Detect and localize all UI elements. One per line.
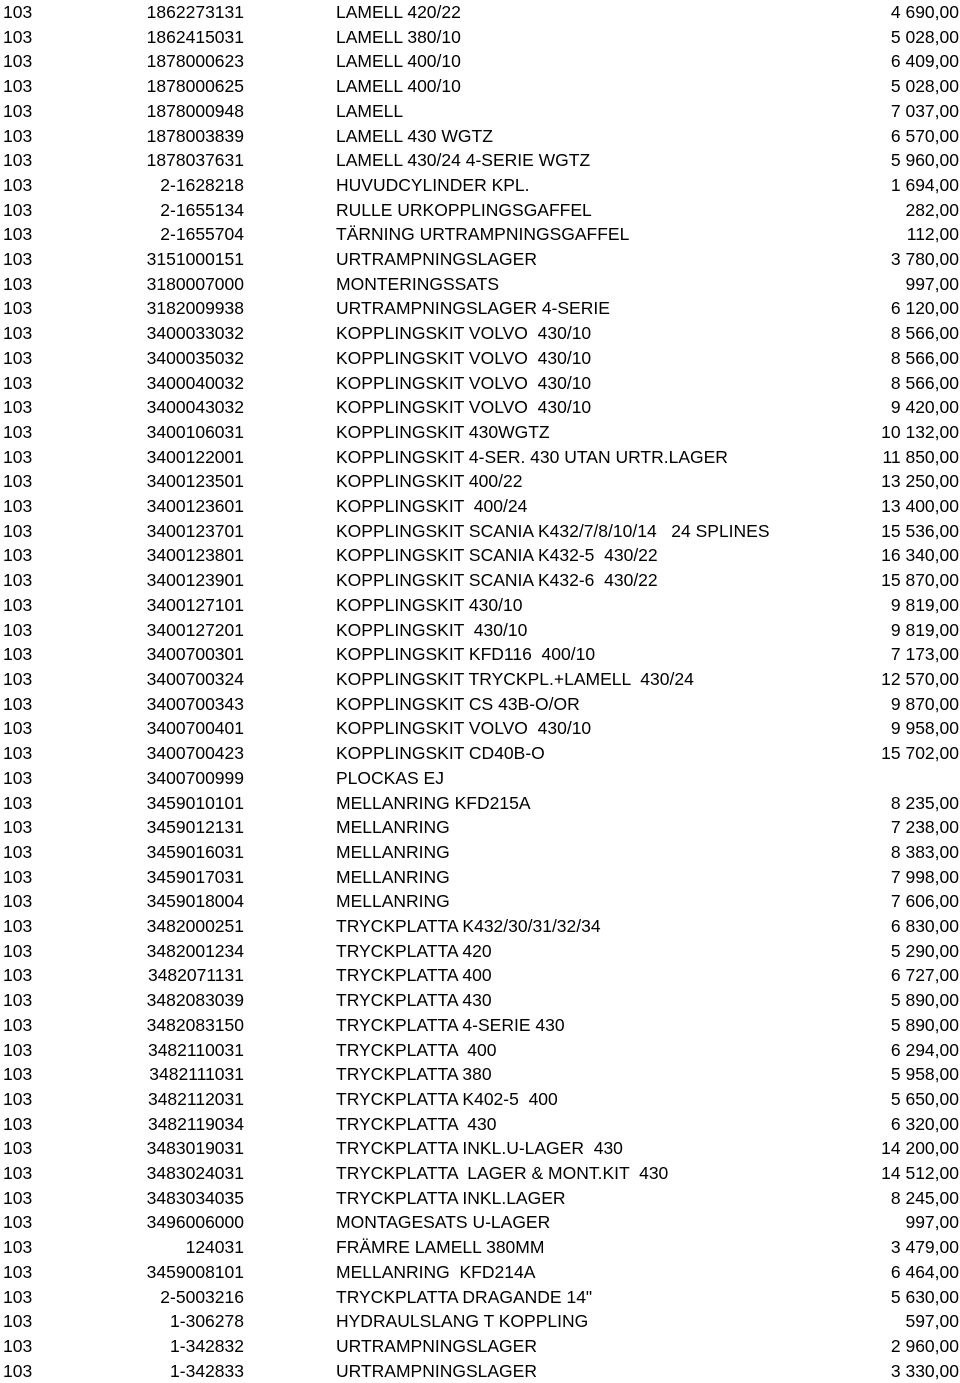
description-cell: KOPPLINGSKIT 400/22 (336, 471, 523, 492)
group-cell: 103 (3, 249, 33, 270)
table-row (0, 371, 960, 396)
group-cell: 103 (3, 718, 33, 739)
description-cell: TRYCKPLATTA 380 (336, 1064, 492, 1085)
price-cell: 15 702,00 (881, 743, 959, 764)
group-cell: 103 (3, 372, 33, 393)
description-cell: TRYCKPLATTA INKL.U-LAGER 430 (336, 1138, 623, 1159)
price-cell: 6 120,00 (890, 298, 959, 319)
description-cell: KOPPLINGSKIT VOLVO 430/10 (336, 323, 592, 344)
group-cell: 103 (3, 1261, 33, 1282)
price-cell: 5 960,00 (890, 150, 959, 171)
part-number-cell: 3400123601 (146, 496, 244, 517)
group-cell: 103 (3, 1113, 33, 1134)
table-row (0, 1112, 960, 1137)
description-cell: TRYCKPLATTA 430 (336, 1113, 497, 1134)
description-cell: KOPPLINGSKIT TRYCKPL.+LAMELL 430/24 (336, 668, 694, 689)
description-cell: TRYCKPLATTA K432/30/31/32/34 (336, 916, 601, 937)
part-number-cell: 3400700343 (146, 693, 244, 714)
description-cell: URTRAMPNINGSLAGER (336, 1335, 537, 1356)
group-cell: 103 (3, 199, 33, 220)
part-number-cell: 1-342832 (170, 1335, 244, 1356)
price-cell: 16 340,00 (881, 545, 959, 566)
part-number-cell: 3400106031 (146, 421, 244, 442)
price-cell: 11 850,00 (882, 446, 959, 467)
price-cell: 6 409,00 (890, 51, 959, 72)
table-row (0, 618, 960, 643)
table-row (0, 741, 960, 766)
price-cell: 3 479,00 (890, 1237, 959, 1258)
price-cell (790, 766, 960, 791)
part-number-cell: 3482112031 (147, 1088, 244, 1109)
part-number-cell: 3400700401 (146, 718, 244, 739)
price-cell: 15 536,00 (881, 520, 959, 541)
table-row (0, 74, 960, 99)
price-cell: 12 570,00 (881, 668, 959, 689)
part-number-cell: 3459016031 (146, 841, 244, 862)
part-number-cell: 3459010101 (146, 792, 244, 813)
group-cell: 103 (3, 323, 33, 344)
part-number-cell: 3400127101 (146, 594, 244, 615)
part-number-cell: 3459012131 (146, 817, 244, 838)
group-cell: 103 (3, 273, 33, 294)
price-cell: 9 819,00 (890, 594, 959, 615)
part-number-cell: 1878003839 (146, 125, 244, 146)
part-number-cell: 3496006000 (146, 1212, 244, 1233)
group-cell: 103 (3, 1237, 33, 1258)
part-number-cell: 3482119034 (147, 1113, 244, 1134)
price-cell: 9 958,00 (890, 718, 959, 739)
price-cell: 6 727,00 (890, 965, 959, 986)
part-number-cell: 3151000151 (146, 249, 244, 270)
description-cell: LAMELL 400/10 (336, 51, 461, 72)
group-cell: 103 (3, 174, 33, 195)
group-cell: 103 (3, 545, 33, 566)
group-cell: 103 (3, 619, 33, 640)
group-cell: 103 (3, 1187, 33, 1208)
price-cell: 8 245,00 (890, 1187, 959, 1208)
group-cell: 103 (3, 570, 33, 591)
part-number-cell: 3482000251 (146, 916, 244, 937)
description-cell: MELLANRING (336, 891, 450, 912)
table-row (0, 25, 960, 50)
table-row (0, 395, 960, 420)
table-row (0, 716, 960, 741)
table-row (0, 914, 960, 939)
part-number-cell: 3400122001 (146, 446, 244, 467)
group-cell: 103 (3, 1064, 33, 1085)
group-cell: 103 (3, 792, 33, 813)
part-number-cell: 3400043032 (146, 397, 244, 418)
table-row (0, 272, 960, 297)
description-cell: TRYCKPLATTA 430 (336, 990, 492, 1011)
table-row (0, 1013, 960, 1038)
part-number-cell: 3400123901 (146, 570, 244, 591)
part-number-cell: 3182009938 (146, 298, 244, 319)
group-cell: 103 (3, 298, 33, 319)
group-cell: 103 (3, 150, 33, 171)
price-cell: 7 238,00 (890, 817, 959, 838)
part-number-cell: 1878037631 (146, 150, 244, 171)
description-cell: PLOCKAS EJ (336, 767, 444, 788)
price-cell: 1 694,00 (890, 174, 959, 195)
price-cell: 5 630,00 (890, 1286, 959, 1307)
group-cell: 103 (3, 520, 33, 541)
description-cell: KOPPLINGSKIT 4-SER. 430 UTAN URTR.LAGER (336, 446, 728, 467)
table-row (0, 519, 960, 544)
description-cell: TRYCKPLATTA 400 (336, 965, 492, 986)
part-number-cell: 3483024031 (146, 1163, 244, 1184)
description-cell: KOPPLINGSKIT CD40B-O (336, 743, 545, 764)
part-number-cell: 1878000625 (146, 76, 244, 97)
price-cell: 8 566,00 (890, 347, 959, 368)
part-number-cell: 3459017031 (146, 866, 244, 887)
table-row (0, 1359, 960, 1383)
group-cell: 103 (3, 891, 33, 912)
group-cell: 103 (3, 1088, 33, 1109)
group-cell: 103 (3, 965, 33, 986)
group-cell: 103 (3, 594, 33, 615)
group-cell: 103 (3, 224, 33, 245)
description-cell: URTRAMPNINGSLAGER 4-SERIE (336, 298, 610, 319)
description-cell: MELLANRING KFD214A (336, 1261, 536, 1282)
price-cell: 997,00 (905, 1212, 959, 1233)
price-cell: 14 512,00 (881, 1163, 959, 1184)
table-row (0, 1038, 960, 1063)
group-cell: 103 (3, 1039, 33, 1060)
group-cell: 103 (3, 76, 33, 97)
price-cell: 8 566,00 (890, 372, 959, 393)
group-cell: 103 (3, 693, 33, 714)
table-row (0, 865, 960, 890)
part-number-cell: 3483019031 (146, 1138, 244, 1159)
table-row (0, 494, 960, 519)
group-cell: 103 (3, 1335, 33, 1356)
part-number-cell: 3400123801 (146, 545, 244, 566)
group-cell: 103 (3, 1212, 33, 1233)
group-cell: 103 (3, 1163, 33, 1184)
table-row (0, 963, 960, 988)
description-cell: LAMELL (336, 100, 404, 121)
price-cell: 7 037,00 (890, 100, 959, 121)
description-cell: MELLANRING (336, 866, 450, 887)
description-cell: KOPPLINGSKIT 430/10 (336, 619, 528, 640)
part-number-cell: 3400127201 (146, 619, 244, 640)
description-cell: KOPPLINGSKIT 400/24 (336, 496, 528, 517)
description-cell: URTRAMPNINGSLAGER (336, 1360, 537, 1381)
group-cell: 103 (3, 496, 33, 517)
description-cell: LAMELL 430/24 4-SERIE WGTZ (336, 150, 591, 171)
group-cell: 103 (3, 347, 33, 368)
part-number-cell: 2-5003216 (160, 1286, 244, 1307)
description-cell: HUVUDCYLINDER KPL. (336, 174, 530, 195)
table-row (0, 1235, 960, 1260)
part-number-cell: 2-1655704 (160, 224, 244, 245)
table-row (0, 124, 960, 149)
price-cell: 597,00 (905, 1311, 959, 1332)
price-cell: 3 780,00 (890, 249, 959, 270)
table-row (0, 1136, 960, 1161)
price-cell: 6 464,00 (890, 1261, 959, 1282)
price-cell: 7 606,00 (890, 891, 959, 912)
price-cell: 15 870,00 (881, 570, 959, 591)
description-cell: KOPPLINGSKIT SCANIA K432-5 430/22 (336, 545, 658, 566)
group-cell: 103 (3, 1360, 33, 1381)
description-cell: MELLANRING KFD215A (336, 792, 531, 813)
price-cell: 6 320,00 (890, 1113, 959, 1134)
table-row (0, 815, 960, 840)
description-cell: LAMELL 420/22 (336, 2, 461, 22)
price-cell: 9 420,00 (890, 397, 959, 418)
description-cell: TRYCKPLATTA K402-5 400 (336, 1088, 558, 1109)
description-cell: TRYCKPLATTA 400 (336, 1039, 497, 1060)
description-cell: TRYCKPLATTA DRAGANDE 14" (336, 1286, 593, 1307)
table-row (0, 198, 960, 223)
description-cell: LAMELL 400/10 (336, 76, 461, 97)
price-cell: 13 250,00 (881, 471, 959, 492)
part-number-cell: 1862415031 (146, 26, 244, 47)
table-row (0, 939, 960, 964)
price-cell: 5 958,00 (890, 1064, 959, 1085)
price-cell: 10 132,00 (881, 421, 959, 442)
price-cell: 112,00 (906, 224, 959, 245)
table-row (0, 1334, 960, 1359)
description-cell: KOPPLINGSKIT 430/10 (336, 594, 523, 615)
part-number-cell: 3400700301 (146, 644, 244, 665)
description-cell: MELLANRING (336, 841, 450, 862)
description-cell: TRYCKPLATTA 420 (336, 940, 492, 961)
table-row (0, 1210, 960, 1235)
part-number-cell: 1-342833 (170, 1360, 244, 1381)
price-cell: 4 690,00 (890, 2, 959, 22)
table-row (0, 0, 960, 25)
table-row (0, 667, 960, 692)
group-cell: 103 (3, 471, 33, 492)
table-row (0, 988, 960, 1013)
part-number-cell: 3482083039 (146, 990, 244, 1011)
price-cell: 6 570,00 (890, 125, 959, 146)
table-row (0, 593, 960, 618)
description-cell: LAMELL 380/10 (336, 26, 461, 47)
group-cell: 103 (3, 1138, 33, 1159)
price-cell: 9 819,00 (890, 619, 959, 640)
table-row (0, 642, 960, 667)
table-row (0, 840, 960, 865)
table-row (0, 543, 960, 568)
table-row (0, 766, 960, 791)
description-cell: KOPPLINGSKIT KFD116 400/10 (336, 644, 596, 665)
group-cell: 103 (3, 940, 33, 961)
price-cell: 282,00 (905, 199, 959, 220)
group-cell: 103 (3, 397, 33, 418)
group-cell: 103 (3, 100, 33, 121)
part-number-cell: 3400040032 (146, 372, 244, 393)
description-cell: MONTERINGSSATS (336, 273, 500, 294)
part-number-cell: 3482001234 (146, 940, 244, 961)
description-cell: KOPPLINGSKIT SCANIA K432-6 430/22 (336, 570, 658, 591)
price-cell: 13 400,00 (881, 496, 959, 517)
part-number-cell: 1878000623 (146, 51, 244, 72)
price-cell: 5 290,00 (890, 940, 959, 961)
group-cell: 103 (3, 817, 33, 838)
price-cell: 5 890,00 (890, 1014, 959, 1035)
price-cell: 7 998,00 (890, 866, 959, 887)
group-cell: 103 (3, 51, 33, 72)
table-row (0, 1186, 960, 1211)
description-cell: KOPPLINGSKIT VOLVO 430/10 (336, 397, 592, 418)
part-number-cell: 3482071131 (147, 965, 244, 986)
price-cell: 6 830,00 (890, 916, 959, 937)
description-cell: FRÄMRE LAMELL 380MM (336, 1237, 545, 1258)
group-cell: 103 (3, 990, 33, 1011)
table-row (0, 222, 960, 247)
table-row (0, 1161, 960, 1186)
part-number-cell: 1878000948 (146, 100, 244, 121)
table-row (0, 49, 960, 74)
group-cell: 103 (3, 446, 33, 467)
price-cell: 7 173,00 (890, 644, 959, 665)
group-cell: 103 (3, 421, 33, 442)
table-row (0, 1285, 960, 1310)
group-cell: 103 (3, 866, 33, 887)
part-number-cell: 3400700423 (146, 743, 244, 764)
description-cell: LAMELL 430 WGTZ (336, 125, 493, 146)
table-row (0, 247, 960, 272)
table-row (0, 692, 960, 717)
table-row (0, 99, 960, 124)
table-row (0, 1087, 960, 1112)
part-number-cell: 124031 (185, 1237, 244, 1258)
description-cell: MELLANRING (336, 817, 450, 838)
group-cell: 103 (3, 1014, 33, 1035)
part-number-cell: 2-1628218 (160, 174, 244, 195)
table-row (0, 346, 960, 371)
description-cell: HYDRAULSLANG T KOPPLING (336, 1311, 589, 1332)
group-cell: 103 (3, 1286, 33, 1307)
group-cell: 103 (3, 125, 33, 146)
part-number-cell: 3400123501 (146, 471, 244, 492)
price-cell: 14 200,00 (881, 1138, 959, 1159)
part-number-cell: 3482110031 (147, 1039, 244, 1060)
price-cell: 8 235,00 (890, 792, 959, 813)
part-number-cell: 3459018004 (146, 891, 244, 912)
table-row (0, 1260, 960, 1285)
table-row (0, 321, 960, 346)
table-row (0, 889, 960, 914)
price-cell: 5 650,00 (890, 1088, 959, 1109)
price-cell: 2 960,00 (890, 1335, 959, 1356)
group-cell: 103 (3, 644, 33, 665)
part-number-cell: 3180007000 (146, 273, 244, 294)
price-cell: 3 330,00 (890, 1360, 959, 1381)
description-cell: TRYCKPLATTA INKL.LAGER (336, 1187, 566, 1208)
price-cell: 9 870,00 (890, 693, 959, 714)
group-cell: 103 (3, 1311, 33, 1332)
description-cell: KOPPLINGSKIT VOLVO 430/10 (336, 347, 592, 368)
description-cell: TRYCKPLATTA LAGER & MONT.KIT 430 (336, 1163, 669, 1184)
description-cell: TRYCKPLATTA 4-SERIE 430 (336, 1014, 565, 1035)
part-number-cell: 1862273131 (146, 2, 244, 22)
table-row (0, 420, 960, 445)
part-number-cell: 3400123701 (146, 520, 244, 541)
table-row (0, 469, 960, 494)
description-cell: KOPPLINGSKIT SCANIA K432/7/8/10/14 24 SPLINES (336, 520, 770, 541)
part-number-cell: 3400035032 (146, 347, 244, 368)
part-number-cell: 1-306278 (170, 1311, 244, 1332)
description-cell: TÄRNING URTRAMPNINGSGAFFEL (336, 224, 630, 245)
price-cell: 8 383,00 (890, 841, 959, 862)
description-cell: KOPPLINGSKIT 430WGTZ (336, 421, 550, 442)
part-number-cell: 3482083150 (146, 1014, 244, 1035)
table-row (0, 173, 960, 198)
description-cell: KOPPLINGSKIT CS 43B-O/OR (336, 693, 580, 714)
description-cell: KOPPLINGSKIT VOLVO 430/10 (336, 372, 592, 393)
part-number-cell: 3400700999 (146, 767, 244, 788)
part-number-cell: 3400033032 (146, 323, 244, 344)
group-cell: 103 (3, 2, 33, 22)
part-number-cell: 3459008101 (146, 1261, 244, 1282)
price-cell: 5 028,00 (890, 76, 959, 97)
price-cell: 8 566,00 (890, 323, 959, 344)
group-cell: 103 (3, 841, 33, 862)
group-cell: 103 (3, 767, 33, 788)
table-row (0, 1309, 960, 1334)
price-cell: 6 294,00 (890, 1039, 959, 1060)
table-row (0, 1062, 960, 1087)
group-cell: 103 (3, 743, 33, 764)
price-cell: 5 028,00 (890, 26, 959, 47)
group-cell: 103 (3, 916, 33, 937)
description-cell: KOPPLINGSKIT VOLVO 430/10 (336, 718, 592, 739)
group-cell: 103 (3, 26, 33, 47)
group-cell: 103 (3, 668, 33, 689)
table-row (0, 791, 960, 816)
price-cell: 997,00 (905, 273, 959, 294)
part-number-cell: 2-1655134 (160, 199, 244, 220)
part-number-cell: 3482111031 (149, 1064, 244, 1085)
part-number-cell: 3483034035 (146, 1187, 244, 1208)
table-row (0, 148, 960, 173)
table-row (0, 445, 960, 470)
table-row (0, 568, 960, 593)
description-cell: URTRAMPNINGSLAGER (336, 249, 537, 270)
price-cell: 5 890,00 (890, 990, 959, 1011)
description-cell: MONTAGESATS U-LAGER (336, 1212, 551, 1233)
description-cell: RULLE URKOPPLINGSGAFFEL (336, 199, 592, 220)
table-row (0, 296, 960, 321)
part-number-cell: 3400700324 (146, 668, 244, 689)
